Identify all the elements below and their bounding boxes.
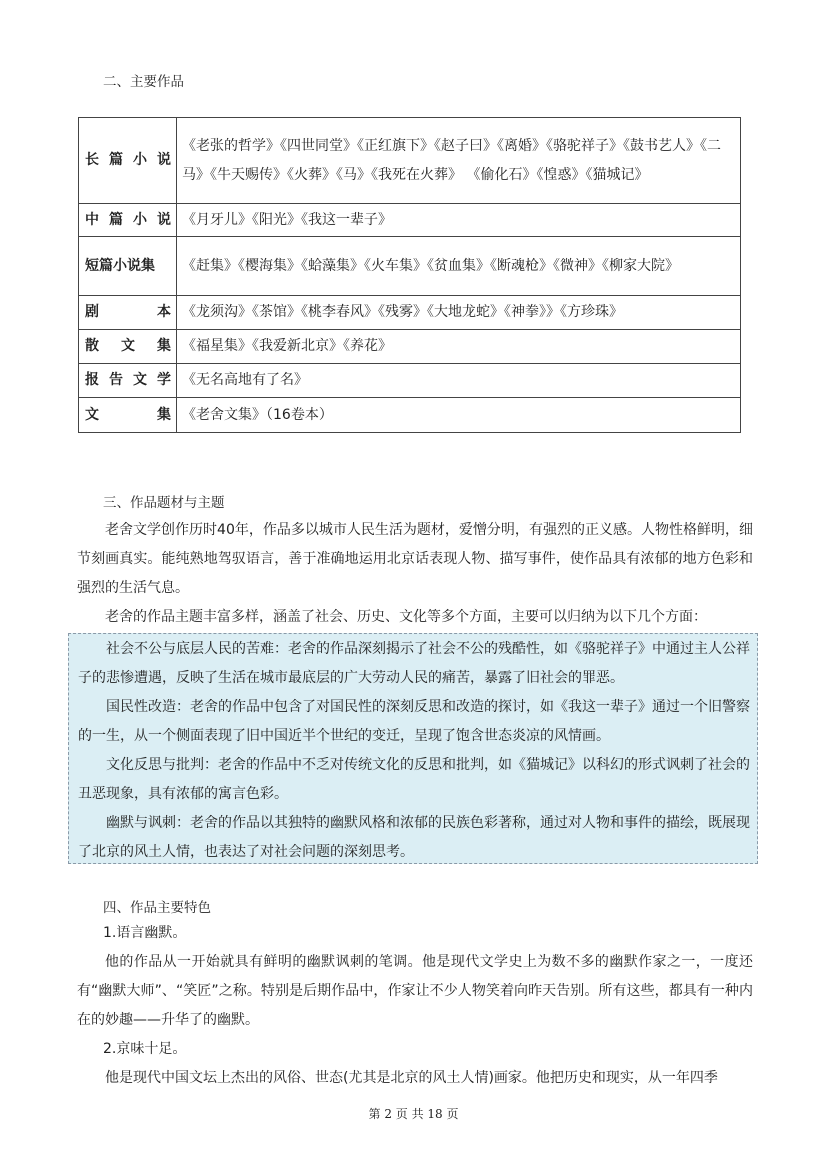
feature-1-title: 1.语言幽默。 xyxy=(103,925,187,941)
row-label: 剧本 xyxy=(79,296,177,330)
theme-item: 文化反思与批判：老舍的作品中不乏对传统文化的反思和批判，如《猫城记》以科幻的形式讽刺了社会的丑恶现象，具有浓郁的寓言色彩。 xyxy=(78,757,750,802)
row-value: 《月牙儿》《阳光》《我这一辈子》 xyxy=(177,204,741,237)
feature-2-title: 2.京味十足。 xyxy=(103,1041,187,1057)
row-label: 文集 xyxy=(79,398,177,433)
feature-1-text: 他的作品从一开始就具有鲜明的幽默讽刺的笔调。他是现代文学史上为数不多的幽默作家之一，一度还有“幽默大师”、“笑匠”之称。特别是后期作品中，作家让不少人物笑着向昨天告别。所有这些，都具有一种内在的妙趣——升华了的幽默。 xyxy=(77,954,753,1028)
row-value: 《无名高地有了名》 xyxy=(177,364,741,398)
section2-heading: 二、主要作品 xyxy=(103,74,184,90)
table-row xyxy=(79,204,741,237)
row-value: 《老舍文集》（16卷本） xyxy=(177,398,741,433)
section3-paragraph-2: 老舍的作品主题丰富多样，涵盖了社会、历史、文化等多个方面，主要可以归纳为以下几个方面： xyxy=(105,609,707,625)
feature-2-text: 他是现代中国文坛上杰出的风俗、世态(尤其是北京的风土人情)画家。他把历史和现实，从一年四季 xyxy=(105,1070,718,1086)
section4-heading: 四、作品主要特色 xyxy=(103,900,211,916)
table-row xyxy=(79,237,741,296)
table-row xyxy=(79,296,741,330)
theme-item: 幽默与讽刺：老舍的作品以其独特的幽默风格和浓郁的民族色彩著称，通过对人物和事件的描绘，既展现了北京的风土人情，也表达了对社会问题的深刻思考。 xyxy=(78,815,750,860)
works-table xyxy=(78,117,741,433)
row-value: 《赶集》《樱海集》《蛤藻集》《火车集》《贫血集》《断魂枪》《微神》《柳家大院》 xyxy=(177,237,741,296)
row-label: 短篇小说集 xyxy=(79,237,177,296)
table-row xyxy=(79,118,741,204)
theme-item: 国民性改造：老舍的作品中包含了对国民性的深刻反思和改造的探讨，如《我这一辈子》通过一个旧警察的一生，从一个侧面表现了旧中国近半个世纪的变迁，呈现了饱含世态炎凉的风情画。 xyxy=(78,699,750,744)
row-label: 中篇小说 xyxy=(79,204,177,237)
row-value: 《福星集》《我爱新北京》《养花》 xyxy=(177,330,741,364)
row-label: 散文集 xyxy=(79,330,177,364)
row-value: 《老张的哲学》《四世同堂》《正红旗下》《赵子曰》《离婚》《骆驼祥子》《鼓书艺人》《二马》《牛天赐传》《火葬》《马》《我死在火葬》 《偷化石》《惶惑》《猫城记》 xyxy=(177,118,741,204)
page-footer: 第 2 页 共 18 页 xyxy=(368,1107,459,1121)
themes-box xyxy=(68,633,758,864)
theme-item: 社会不公与底层人民的苦难：老舍的作品深刻揭示了社会不公的残酷性，如《骆驼祥子》中通过主人公祥子的悲惨遭遇，反映了生活在城市最底层的广大劳动人民的痛苦，暴露了旧社会的罪恶。 xyxy=(78,641,750,686)
table-row xyxy=(79,330,741,364)
table-row xyxy=(79,398,741,433)
row-label: 长篇小说 xyxy=(79,118,177,204)
section3-heading: 三、作品题材与主题 xyxy=(103,495,225,511)
table-row xyxy=(79,364,741,398)
row-value: 《龙须沟》《茶馆》《桃李春风》《残雾》《大地龙蛇》《神拳》》《方珍珠》 xyxy=(177,296,741,330)
row-label: 报告文学 xyxy=(79,364,177,398)
section3-paragraph-1: 老舍文学创作历时40年，作品多以城市人民生活为题材，爱憎分明，有强烈的正义感。人物性格鲜明，细节刻画真实。能纯熟地驾驭语言，善于准确地运用北京话表现人物、描写事件，使作品具有浓郁的地方色彩和强烈的生活气息。 xyxy=(77,522,753,596)
